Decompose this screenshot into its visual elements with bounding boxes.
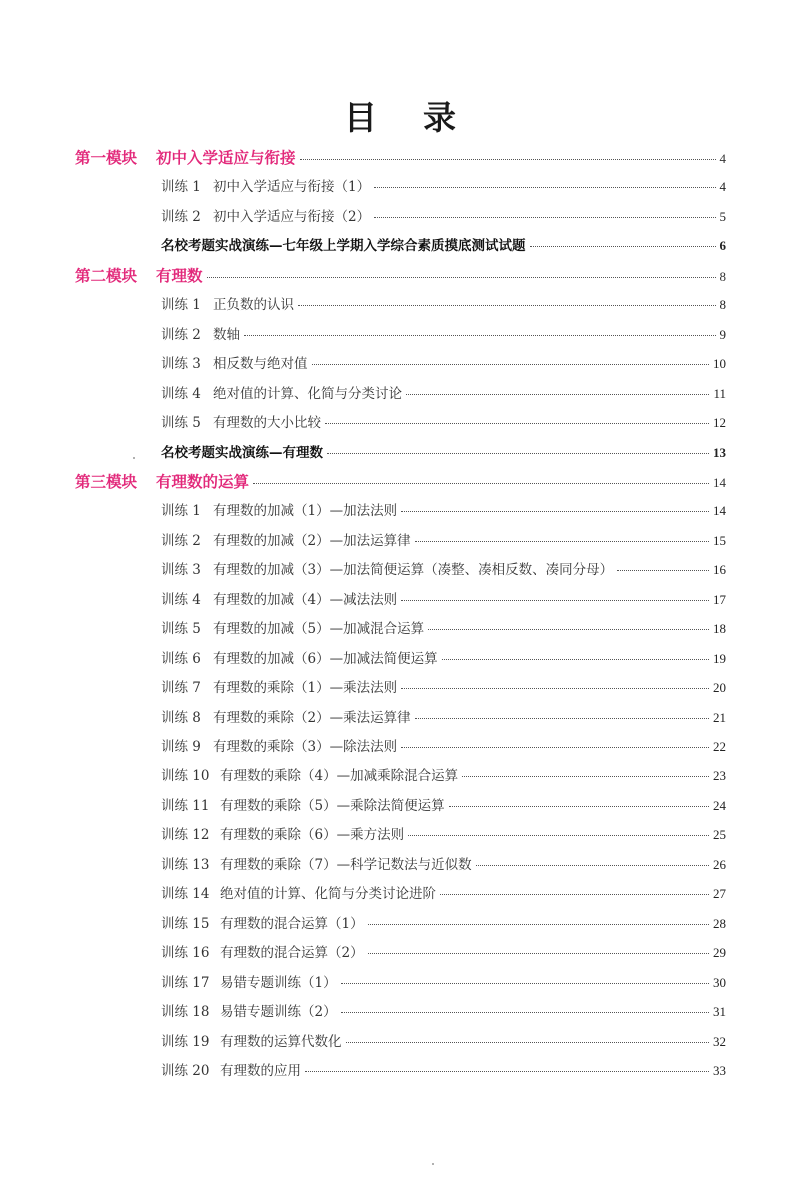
leader-dots <box>530 246 716 247</box>
page-number: 24 <box>713 797 726 813</box>
entry-title: 有理数的加减（6）—加减法简便运算 <box>213 650 438 667</box>
drill-entry[interactable] <box>161 794 726 814</box>
entry-title: 有理数的运算代数化 <box>220 1033 342 1050</box>
entry-title: 有理数的乘除（3）—除法法则 <box>213 739 398 755</box>
drill-entry[interactable] <box>161 647 726 667</box>
page-number: 16 <box>713 562 726 578</box>
drill-entry[interactable] <box>161 588 726 608</box>
drill-label: 训练 8 <box>161 709 201 726</box>
drill-label: 训练 19 <box>161 1033 210 1050</box>
page-number: 11 <box>713 385 726 401</box>
drill-label: 训练 5 <box>161 621 201 638</box>
entry-title: 有理数的乘除（4）—加减乘除混合运算 <box>220 768 459 785</box>
drill-label: 训练 3 <box>161 562 201 579</box>
drill-label: 训练 1 <box>161 297 201 314</box>
module-title: 初中入学适应与衔接 <box>156 148 296 167</box>
entry-title: 名校考题实战演练—七年级上学期入学综合素质摸底测试试题 <box>161 238 526 255</box>
page-number: 8 <box>719 268 726 284</box>
drill-label: 训练 2 <box>161 208 201 225</box>
entry-title: 初中入学适应与衔接（1） <box>213 179 371 196</box>
page-number: 17 <box>713 591 726 607</box>
page-number: 6 <box>719 238 726 254</box>
leader-dots <box>298 305 716 306</box>
leader-dots <box>401 600 709 601</box>
drill-entry[interactable] <box>161 853 726 873</box>
leader-dots <box>368 953 709 954</box>
drill-entry[interactable] <box>161 676 726 696</box>
entry-title: 有理数的乘除（1）—乘法法则 <box>213 680 398 697</box>
entry-title: 有理数的乘除（5）—乘除法简便运算 <box>220 797 445 814</box>
page-number: 27 <box>713 886 726 902</box>
page-number: 13 <box>713 444 726 460</box>
drill-entry[interactable] <box>161 1059 726 1079</box>
page-number: 32 <box>713 1033 726 1049</box>
page-number: 4 <box>719 151 726 166</box>
drill-label: 训练 4 <box>161 385 201 402</box>
drill-label: 训练 14 <box>161 886 210 903</box>
drill-entry[interactable] <box>161 912 726 932</box>
module-number: 第三模块 <box>75 471 138 491</box>
leader-dots <box>415 718 709 719</box>
page-number: 26 <box>713 856 726 872</box>
leader-dots <box>368 924 709 925</box>
drill-entry[interactable] <box>161 411 726 431</box>
drill-entry[interactable] <box>161 971 726 991</box>
module-title: 有理数的运算 <box>156 471 250 491</box>
entry-title: 易错专题训练（2） <box>220 1004 337 1021</box>
leader-dots <box>442 659 709 660</box>
drill-entry[interactable] <box>161 617 726 637</box>
drill-entry[interactable] <box>161 529 726 549</box>
entry-title: 有理数的加减（4）—减法法则 <box>213 591 398 608</box>
module-entry[interactable] <box>75 264 726 286</box>
drill-entry[interactable] <box>161 323 726 343</box>
entry-title: 名校考题实战演练—有理数 <box>161 444 323 461</box>
drill-label: 训练 2 <box>161 326 201 343</box>
drill-label: 训练 10 <box>161 768 210 785</box>
scan-speck <box>133 457 135 459</box>
entry-title: 有理数的加减（3）—加法简便运算（凑整、凑相反数、凑同分母） <box>213 562 614 579</box>
page-number: 19 <box>713 650 726 666</box>
entry-title: 绝对值的计算、化简与分类讨论 <box>213 385 402 402</box>
page-number: 23 <box>713 768 726 784</box>
leader-dots <box>401 688 709 689</box>
leader-dots <box>327 453 709 454</box>
leader-dots <box>312 364 710 365</box>
drill-entry[interactable] <box>161 823 726 843</box>
entry-title: 数轴 <box>213 326 240 343</box>
entry-title: 有理数的乘除（7）—科学记数法与近似数 <box>220 856 472 873</box>
leader-dots <box>346 1042 710 1043</box>
drill-label: 训练 15 <box>161 915 210 932</box>
leader-dots <box>401 747 709 748</box>
leader-dots <box>617 570 709 571</box>
drill-entry[interactable] <box>161 764 726 784</box>
leader-dots <box>440 894 709 895</box>
entry-title: 绝对值的计算、化简与分类讨论进阶 <box>220 886 436 903</box>
entry-title: 易错专题训练（1） <box>220 974 337 991</box>
page-number: 4 <box>719 179 726 195</box>
drill-label: 训练 17 <box>161 974 210 991</box>
page-number: 29 <box>713 945 726 961</box>
leader-dots <box>415 541 709 542</box>
module-entry[interactable] <box>75 470 726 492</box>
drill-label: 训练 1 <box>161 179 201 196</box>
leader-dots <box>428 629 709 630</box>
leader-dots <box>300 159 716 160</box>
exam-entry[interactable] <box>161 441 726 461</box>
leader-dots <box>476 865 709 866</box>
entry-title: 有理数的混合运算（2） <box>220 945 364 962</box>
entry-title: 有理数的混合运算（1） <box>220 915 364 932</box>
drill-label: 训练 16 <box>161 945 210 962</box>
drill-entry[interactable] <box>161 706 726 726</box>
drill-label: 训练 9 <box>161 739 201 755</box>
drill-label: 训练 13 <box>161 856 210 873</box>
entry-title: 有理数的乘除（2）—乘法运算律 <box>213 709 411 726</box>
leader-dots <box>207 277 716 278</box>
page-number: 10 <box>713 356 726 372</box>
drill-entry[interactable] <box>161 205 726 225</box>
page-number: 22 <box>713 739 726 754</box>
page-number: 14 <box>713 474 726 490</box>
page-number: 9 <box>719 326 726 342</box>
entry-title: 有理数的加减（5）—加减混合运算 <box>213 621 425 638</box>
module-number: 第二模块 <box>75 265 138 285</box>
drill-entry[interactable] <box>161 499 726 519</box>
page-number: 5 <box>719 208 726 224</box>
entry-title: 有理数的大小比较 <box>213 415 321 432</box>
drill-label: 训练 20 <box>161 1062 210 1079</box>
entry-title: 正负数的认识 <box>213 297 294 314</box>
page-number: 20 <box>713 680 726 696</box>
entry-title: 相反数与绝对值 <box>213 356 308 373</box>
drill-entry[interactable] <box>161 382 726 402</box>
page-number: 21 <box>713 709 726 725</box>
drill-entry[interactable] <box>161 293 726 313</box>
drill-entry[interactable] <box>161 941 726 961</box>
exam-entry[interactable] <box>161 234 726 254</box>
module-number: 第一模块 <box>75 148 138 167</box>
leader-dots <box>462 776 709 777</box>
page-number: 18 <box>713 621 726 637</box>
leader-dots <box>253 483 709 484</box>
drill-label: 训练 1 <box>161 503 201 520</box>
drill-label: 训练 5 <box>161 415 201 432</box>
leader-dots <box>305 1071 709 1072</box>
leader-dots <box>325 423 709 424</box>
drill-entry[interactable] <box>161 735 726 755</box>
leader-dots <box>341 983 709 984</box>
leader-dots <box>408 835 709 836</box>
drill-entry[interactable] <box>161 1030 726 1050</box>
leader-dots <box>406 394 709 395</box>
page-number: 14 <box>713 503 726 519</box>
drill-label: 训练 18 <box>161 1004 210 1021</box>
drill-entry[interactable] <box>161 558 726 578</box>
drill-label: 训练 11 <box>161 797 210 814</box>
drill-label: 训练 12 <box>161 827 210 844</box>
leader-dots <box>244 335 716 336</box>
page-number: 28 <box>713 915 726 931</box>
page-number: 12 <box>713 415 726 431</box>
page-title: 目录 <box>344 98 502 137</box>
entry-title: 有理数的加减（2）—加法运算律 <box>213 532 411 549</box>
leader-dots <box>374 217 715 218</box>
page-number: 30 <box>713 974 726 990</box>
drill-entry[interactable] <box>161 352 726 372</box>
leader-dots <box>374 187 715 188</box>
drill-label: 训练 2 <box>161 532 201 549</box>
page-number: 15 <box>713 532 726 548</box>
leader-dots <box>401 511 709 512</box>
page-number: 8 <box>719 297 726 313</box>
drill-label: 训练 6 <box>161 650 201 667</box>
module-title: 有理数 <box>156 265 203 285</box>
drill-label: 训练 4 <box>161 591 201 608</box>
module-entry[interactable] <box>75 146 726 168</box>
drill-entry[interactable] <box>161 175 726 195</box>
leader-dots <box>341 1012 709 1013</box>
drill-entry[interactable] <box>161 882 726 902</box>
entry-title: 有理数的应用 <box>220 1062 301 1079</box>
drill-entry[interactable] <box>161 1000 726 1020</box>
page-number: 33 <box>713 1062 726 1078</box>
drill-label: 训练 3 <box>161 356 201 373</box>
entry-title: 初中入学适应与衔接（2） <box>213 208 371 225</box>
page-number: 25 <box>713 827 726 843</box>
page-number: 31 <box>713 1004 726 1020</box>
leader-dots <box>449 806 709 807</box>
entry-title: 有理数的乘除（6）—乘方法则 <box>220 827 405 844</box>
scan-speck <box>432 1163 434 1165</box>
drill-label: 训练 7 <box>161 680 201 697</box>
entry-title: 有理数的加减（1）—加法法则 <box>213 503 398 520</box>
